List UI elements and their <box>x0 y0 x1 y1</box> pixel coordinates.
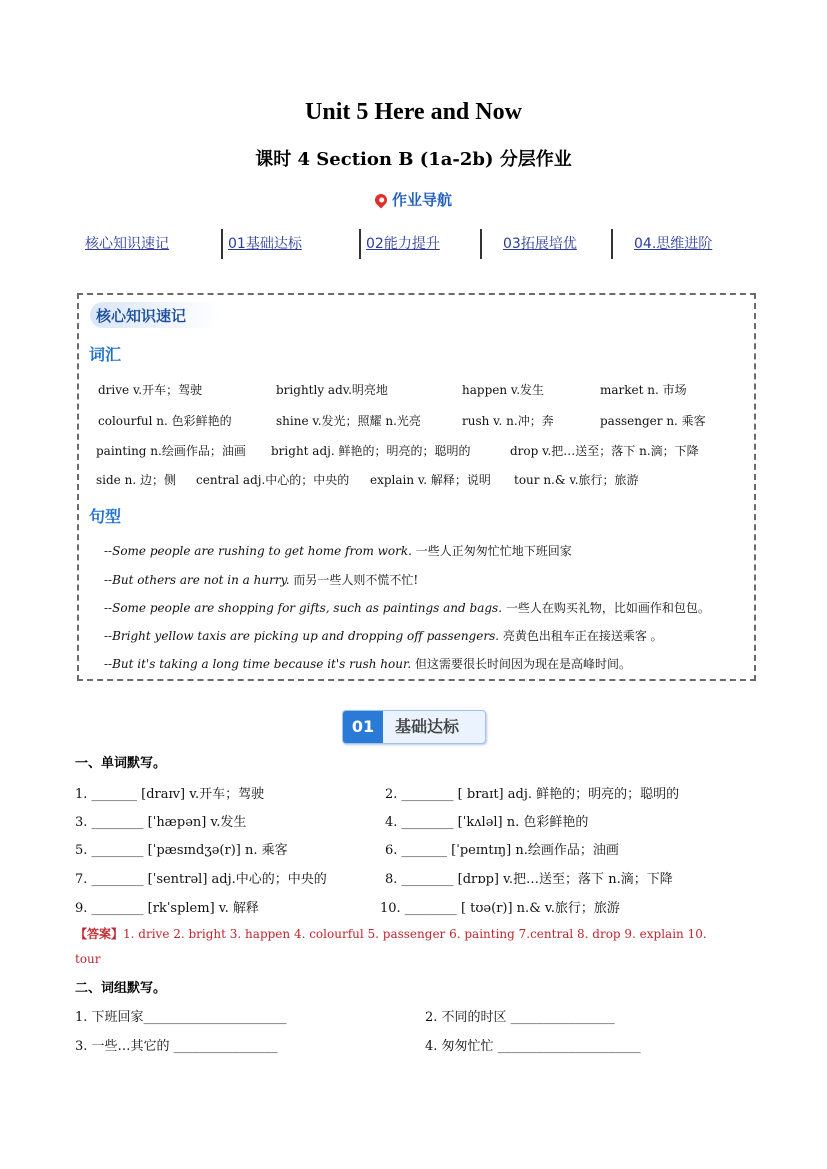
nav-link-01[interactable]: 01基础达标 <box>228 236 302 252</box>
answer-line-2: tour <box>75 952 101 966</box>
vocab-item: rush v. n.冲；奔 <box>462 414 554 428</box>
vocab-item: bright adj. 鲜艳的；明亮的；聪明的 <box>271 444 471 458</box>
word-question: 6. _______ [ˈpeɪntɪŋ] n.绘画作品；油画 <box>385 843 619 858</box>
core-knowledge-heading: 核心知识速记 <box>96 307 187 325</box>
vocab-item: drop v.把…送至；落下 n.滴；下降 <box>510 444 699 458</box>
nav-heading-label: 作业导航 <box>391 191 452 209</box>
vocab-heading: 词汇 <box>89 345 122 364</box>
phrase-question: 2. 不同的时区 ________________ <box>425 1010 615 1025</box>
word-question: 10. ________ [ tʊə(r)] n.& v.旅行；旅游 <box>380 901 620 916</box>
phrase-question: 4. 匆匆忙忙 ______________________ <box>425 1039 641 1054</box>
vocab-item: drive v.开车；驾驶 <box>98 383 203 397</box>
sentence: --But others are not in a hurry. 而另一些人则不慌不忙! <box>104 573 419 587</box>
word-question: 9. ________ [rkˈsplem] v. 解释 <box>75 901 259 916</box>
nav-link-04[interactable]: 04.思维进阶 <box>634 236 713 252</box>
word-question: 4. ________ [ˈkʌləl] n. 色彩鲜艳的 <box>385 815 589 830</box>
nav-separator <box>611 229 613 259</box>
sentence: --Bright yellow taxis are picking up and dropping off passengers. 亮黄色出租车正在接送乘客 。 <box>104 629 663 643</box>
word-question: 7. ________ [ˈsentrəl] adj.中心的；中央的 <box>75 872 327 887</box>
vocab-item: happen v.发生 <box>462 383 545 397</box>
vocab-item: tour n.& v.旅行；旅游 <box>514 473 639 487</box>
sentence: --Some people are rushing to get home from work. 一些人正匆匆忙忙地下班回家 <box>104 544 572 558</box>
section-01-badge <box>342 710 486 744</box>
vocab-item: passenger n. 乘客 <box>600 414 706 428</box>
page-subtitle: 课时 4 Section B (1a-2b) 分层作业 <box>255 149 572 170</box>
phrase-question: 3. 一些…其它的 ________________ <box>75 1039 278 1054</box>
word-question: 1. _______ [draɪv] v.开车；驾驶 <box>75 787 265 802</box>
vocab-item: side n. 边；侧 <box>96 473 176 487</box>
word-question: 3. ________ [ˈhæpən] v.发生 <box>75 815 247 830</box>
word-question: 5. ________ [ˈpæsɪndʒə(r)] n. 乘客 <box>75 843 288 858</box>
location-pin-icon <box>372 191 389 208</box>
vocab-item: explain v. 解释；说明 <box>370 473 491 487</box>
sentence: --But it's taking a long time because it's rush hour. 但这需要很长时间因为现在是高峰时间。 <box>104 657 632 671</box>
part1-heading: 一、单词默写。 <box>75 756 167 771</box>
vocab-item: central adj.中心的；中央的 <box>196 473 350 487</box>
answer-line: 【答案】1. drive 2. bright 3. happen 4. colourful 5. passenger 6. painting 7.central 8. drop 9. explain 10. <box>75 927 707 941</box>
word-question: 8. ________ [drɒp] v.把…送至；落下 n.滴；下降 <box>385 872 673 887</box>
nav-separator <box>221 229 223 259</box>
page-title: Unit 5 Here and Now <box>305 99 522 125</box>
nav-link-03[interactable]: 03拓展培优 <box>503 236 577 252</box>
vocab-item: shine v.发光；照耀 n.光亮 <box>276 414 421 428</box>
pattern-heading: 句型 <box>89 507 122 526</box>
word-question: 2. ________ [ braɪt] adj. 鲜艳的；明亮的；聪明的 <box>385 787 680 802</box>
part2-heading: 二、词组默写。 <box>75 981 167 996</box>
section-number: 01 <box>343 711 383 743</box>
nav-separator <box>480 229 482 259</box>
section-label: 基础达标 <box>395 717 460 736</box>
nav-bar <box>75 229 755 259</box>
phrase-question: 1. 下班回家______________________ <box>75 1010 287 1025</box>
nav-link-core-knowledge[interactable]: 核心知识速记 <box>85 236 169 252</box>
sentence: --Some people are shopping for gifts, such as paintings and bags. 一些人在购买礼物，比如画作和包包。 <box>104 601 710 615</box>
nav-link-02[interactable]: 02能力提升 <box>366 236 440 252</box>
vocab-item: market n. 市场 <box>600 383 687 397</box>
nav-separator <box>359 229 361 259</box>
vocab-item: painting n.绘画作品；油画 <box>96 444 246 458</box>
answer-label: 【答案】 <box>75 927 124 941</box>
nav-heading <box>0 189 827 210</box>
vocab-item: colourful n. 色彩鲜艳的 <box>98 414 232 428</box>
vocab-item: brightly adv.明亮地 <box>276 383 388 397</box>
